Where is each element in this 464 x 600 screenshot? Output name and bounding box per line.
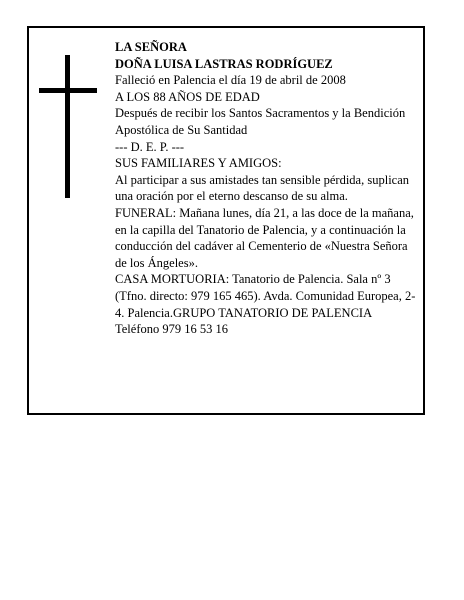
notice-title-line1: LA SEÑORA [115, 40, 187, 54]
death-line: Falleció en Palencia el día 19 de abril de 2008 [115, 73, 346, 88]
family-line: SUS FAMILIARES Y AMIGOS: [115, 156, 282, 171]
deceased-name: DOÑA LUISA LASTRAS RODRÍGUEZ [115, 56, 333, 71]
phone-line: Teléfono 979 16 53 16 [115, 322, 228, 337]
request-line: Al participar a sus amistades tan sensible pérdida, suplican una oración por el eterno descanso de su alma. [115, 172, 410, 204]
sacraments-line: Después de recibir los Santos Sacramentos y la Bendición Apostólica de Su Santidad [115, 106, 406, 137]
funeral-line: FUNERAL: Mañana lunes, día 21, a las doce de la mañana, en la capilla del Tanatorio de Palencia, y a continuación la conducción del cadáver al Cementerio de «Nuestra Señora de los Ángeles». [115, 205, 414, 270]
cross-vertical-bar [65, 55, 70, 198]
cross-horizontal-bar [39, 88, 97, 93]
age-line: A LOS 88 AÑOS DE EDAD [115, 89, 260, 104]
house-line: CASA MORTUORIA: Tanatorio de Palencia. Sala nº 3 (Tfno. directo: 979 165 465). Avda. Comunidad Europea, 2-4. Palencia.GRUPO TANATORIO DE PALENCIA [115, 272, 416, 320]
obituary-notice [27, 26, 425, 415]
rip-line: --- D. E. P. --- [115, 139, 185, 154]
cross-icon [39, 55, 99, 200]
notice-text [115, 39, 421, 338]
